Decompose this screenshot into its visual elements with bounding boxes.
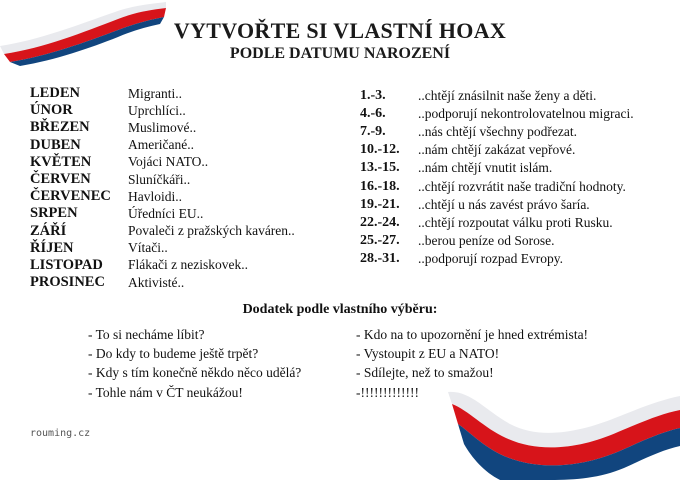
month-name: ČERVENEC bbox=[30, 188, 111, 205]
month-subject: Američané.. bbox=[128, 137, 194, 153]
month-subject: Sluníčkáři.. bbox=[128, 171, 191, 187]
day-row bbox=[360, 105, 634, 123]
day-row bbox=[360, 123, 634, 141]
month-row bbox=[30, 240, 295, 257]
day-claim: ..podporují nekontrolovatelnou migraci. bbox=[418, 106, 634, 122]
month-row bbox=[30, 119, 295, 136]
days-list bbox=[360, 87, 634, 268]
addendum-item: - Tohle nám v ČT neukážou! bbox=[88, 384, 243, 400]
month-name: LISTOPAD bbox=[30, 256, 103, 273]
addendum-item: - Sdílejte, než to smažou! bbox=[356, 365, 494, 381]
day-claim: ..nám chtějí vnutit islám. bbox=[418, 160, 553, 176]
day-row bbox=[360, 159, 634, 177]
month-subject: Havloidi.. bbox=[128, 188, 182, 204]
day-claim: ..chtějí rozvrátit naše tradiční hodnoty. bbox=[418, 178, 626, 194]
day-claim: ..chtějí rozpoutat válku proti Rusku. bbox=[418, 214, 613, 230]
day-range: 4.-6. bbox=[360, 106, 386, 122]
addendum-item: -!!!!!!!!!!!!! bbox=[356, 384, 419, 400]
month-subject: Aktivisté.. bbox=[128, 274, 185, 290]
month-row bbox=[30, 223, 295, 240]
day-claim: ..podporují rozpad Evropy. bbox=[418, 250, 563, 266]
month-name: ŘÍJEN bbox=[30, 239, 74, 256]
month-row bbox=[30, 85, 295, 102]
day-range: 28.-31. bbox=[360, 250, 400, 266]
month-subject: Migranti.. bbox=[128, 85, 182, 101]
day-range: 25.-27. bbox=[360, 232, 400, 248]
addendum-list-right bbox=[356, 325, 588, 402]
day-claim: ..chtějí u nás zavést právo šaría. bbox=[418, 196, 590, 212]
page-subtitle: PODLE DATUMU NAROZENÍ bbox=[229, 45, 451, 62]
page-title: VYTVOŘTE SI VLASTNÍ HOAX bbox=[173, 18, 507, 43]
day-range: 7.-9. bbox=[360, 124, 386, 140]
addendum-item: - Vystoupit z EU a NATO! bbox=[356, 346, 500, 362]
addendum-list-left bbox=[88, 325, 301, 402]
addendum-item: - To si necháme líbit? bbox=[88, 327, 205, 342]
month-name: PROSINEC bbox=[30, 274, 105, 291]
month-row bbox=[30, 154, 295, 171]
month-subject: Flákači z neziskovek.. bbox=[128, 257, 248, 273]
day-row bbox=[360, 250, 634, 268]
day-row bbox=[360, 196, 634, 214]
month-name: LEDEN bbox=[30, 85, 80, 102]
day-claim: ..nám chtějí zakázat vepřové. bbox=[418, 142, 576, 158]
month-row bbox=[30, 171, 295, 188]
month-name: SRPEN bbox=[30, 205, 78, 222]
month-row bbox=[30, 137, 295, 154]
day-claim: ..nás chtějí všechny podřezat. bbox=[418, 124, 577, 140]
month-subject: Vojáci NATO.. bbox=[128, 154, 209, 170]
day-range: 10.-12. bbox=[360, 142, 400, 158]
day-range: 19.-21. bbox=[360, 196, 400, 212]
month-name: BŘEZEN bbox=[30, 119, 90, 136]
month-name: ČERVEN bbox=[30, 171, 91, 188]
flag-ribbon-top-left bbox=[0, 0, 170, 68]
day-row bbox=[360, 177, 634, 195]
addendum-item: - Kdo na to upozornění je hned extrémista! bbox=[356, 327, 589, 342]
month-row bbox=[30, 257, 295, 274]
addendum-item: - Kdy s tím konečně někdo něco udělá? bbox=[88, 365, 302, 381]
months-list bbox=[30, 85, 295, 291]
day-row bbox=[360, 141, 634, 159]
month-name: KVĚTEN bbox=[30, 153, 92, 170]
day-claim: ..chtějí znásilnit naše ženy a děti. bbox=[418, 88, 597, 104]
month-subject: Muslimové.. bbox=[128, 119, 197, 135]
day-row bbox=[360, 214, 634, 232]
month-subject: Povaleči z pražských kaváren.. bbox=[128, 223, 295, 239]
month-row bbox=[30, 274, 295, 291]
day-claim: ..berou peníze od Sorose. bbox=[418, 232, 555, 248]
month-row bbox=[30, 205, 295, 222]
addendum-title: Dodatek podle vlastního výběru: bbox=[242, 302, 438, 317]
month-subject: Vítači.. bbox=[128, 240, 168, 256]
addendum-item: - Do kdy to budeme ještě trpět? bbox=[88, 346, 259, 362]
day-range: 1.-3. bbox=[360, 88, 386, 104]
month-name: ZÁŘÍ bbox=[30, 222, 67, 239]
month-row bbox=[30, 102, 295, 119]
day-range: 22.-24. bbox=[360, 214, 400, 230]
day-range: 13.-15. bbox=[360, 160, 400, 176]
day-row bbox=[360, 232, 634, 250]
month-subject: Uprchlíci.. bbox=[128, 102, 186, 118]
day-row bbox=[360, 87, 634, 105]
month-name: DUBEN bbox=[30, 136, 81, 153]
watermark: rouming.cz bbox=[30, 428, 91, 439]
month-row bbox=[30, 188, 295, 205]
month-name: ÚNOR bbox=[30, 102, 73, 119]
month-subject: Úředníci EU.. bbox=[128, 205, 204, 221]
day-range: 16.-18. bbox=[360, 178, 400, 194]
